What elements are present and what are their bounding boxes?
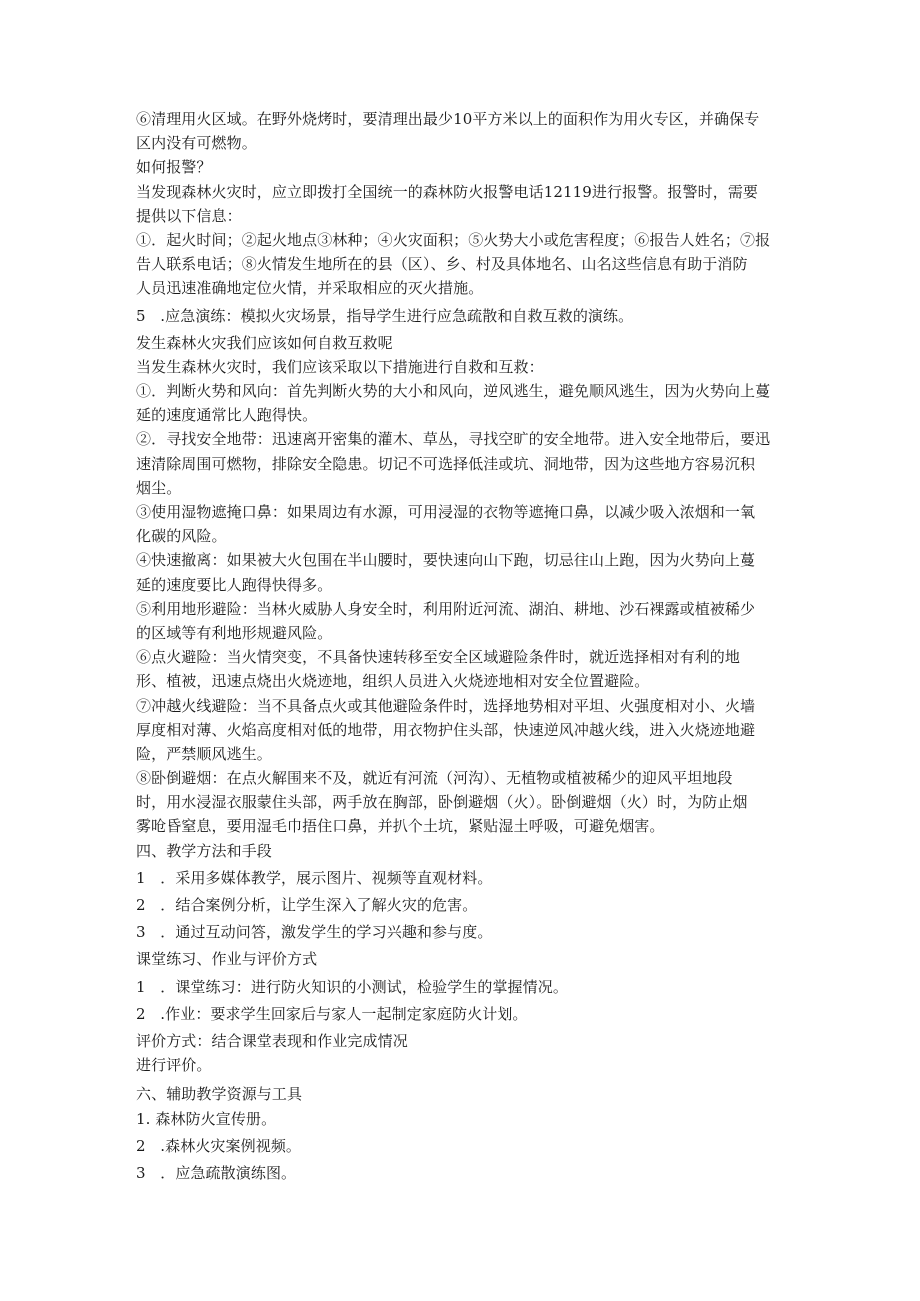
text-line: 延的速度要比人跑得快得多。: [136, 575, 333, 594]
text-line: 延的速度通常比人跑得快。: [136, 406, 318, 425]
text-line: 形、植被，迅速点烧出火烧迹地，组织人员进入火烧迹地相对安全位置避险。: [136, 672, 650, 691]
list-item: 2 ．结合案例分析，让学生深入了解火灾的危害。: [136, 896, 478, 914]
text-line: ④快速撤离：如果被大火包围在半山腰时，要快速向山下跑，切忌往山上跑，因为火势向上蔓: [136, 551, 756, 570]
list-item: 2 .森林火灾案例视频。: [136, 1136, 302, 1155]
list-item: 5 .应急演练：模拟火灾场景，指导学生进行应急疏散和自救互救的演练。: [136, 306, 634, 325]
section-heading: 如何报警？: [136, 158, 212, 177]
text-line: 告人联系电话；⑧火情发生地所在的县（区）、乡、村及具体地名、山名这些信息有助于消防: [136, 255, 748, 274]
list-item: 1 ．课堂练习：进行防火知识的小测试，检验学生的掌握情况。: [136, 977, 568, 996]
text-line: 人员迅速准确地定位火情，并采取相应的灭火措施。: [136, 279, 484, 298]
list-item: 1. 森林防火宣传册。: [136, 1109, 277, 1128]
text-line: 当发现森林火灾时，应立即拨打全国统一的森林防火报警电话12119进行报警。报警时，需要: [136, 182, 759, 201]
text-line: ③使用湿物遮掩口鼻：如果周边有水源，可用浸湿的衣物等遮掩口鼻，以减少吸入浓烟和一氧: [136, 503, 756, 521]
text-line: ②．寻找安全地带：迅速离开密集的灌木、草丛，寻找空旷的安全地带。进入安全地带后，要迅: [136, 430, 771, 449]
text-line: 提供以下信息：: [136, 206, 242, 225]
text-line: ⑧卧倒避烟：在点火解围来不及，就近有河流（河沟）、无植物或植被稀少的迎风平坦地段: [136, 769, 733, 788]
text-line: 厚度相对薄、火焰高度相对低的地带，用衣物护住头部，快速逆风冲越火线，进入火烧迹地避: [136, 720, 756, 739]
document-body: [136, 107, 786, 1185]
text-line: 评价方式：结合课堂表现和作业完成情况: [136, 1031, 408, 1050]
text-line: 雾呛昏窒息，要用湿毛巾捂住口鼻，并扒个土坑，紧贴湿土呼吸，可避免烟害。: [136, 817, 665, 836]
list-item: 1 ．采用多媒体教学，展示图片、视频等直观材料。: [136, 868, 493, 887]
text-line: ⑥清理用火区域。在野外烧烤时，要清理出最少10平方米以上的面积作为用火专区，并确保专: [136, 110, 760, 128]
text-line: 时，用水浸湿衣服蒙住头部，两手放在胸部，卧倒避烟（火）。卧倒避烟（火）时，为防止烟: [136, 793, 748, 812]
text-line: ⑥点火避险：当火情突变，不具备快速转移至安全区域避险条件时，就近选择相对有利的地: [136, 648, 741, 667]
list-item: 3 ．通过互动问答，激发学生的学习兴趣和参与度。: [136, 923, 493, 942]
text-line: 的区域等有利地形规避风险。: [136, 623, 333, 642]
text-line: ①．判断火势和风向：首先判断火势的大小和风向，逆风逃生，避免顺风逃生，因为火势向上蔓: [136, 382, 771, 401]
text-line: 进行评价。: [136, 1056, 212, 1075]
text-line: 险，严禁顺风逃生。: [136, 744, 272, 763]
text-line: 烟尘。: [136, 478, 182, 497]
list-item: 2 .作业：要求学生回家后与家人一起制定家庭防火计划。: [136, 1004, 528, 1023]
text-line: ①．起火时间；②起火地点③林种；④火灾面积；⑤火势大小或危害程度；⑥报告人姓名；⑦报: [136, 230, 771, 249]
section-heading: 发生森林火灾我们应该如何自救互救呢: [136, 333, 393, 352]
section-heading: 六、辅助教学资源与工具: [136, 1085, 303, 1104]
text-line: 速清除周围可燃物，排除安全隐患。切记不可选择低洼或坑、洞地带，因为这些地方容易沉积: [136, 454, 756, 473]
text-line: 区内没有可燃物。: [136, 134, 257, 153]
text-line: 当发生森林火灾时，我们应该采取以下措施进行自救和互救：: [136, 357, 544, 376]
text-line: ⑤利用地形避险：当林火威胁人身安全时，利用附近河流、湖泊、耕地、沙石裸露或植被稀少: [136, 599, 756, 618]
section-heading: 四、教学方法和手段: [136, 841, 272, 860]
text-line: 化碳的风险。: [136, 527, 227, 546]
text-line: ⑦冲越火线避险：当不具备点火或其他避险条件时，选择地势相对平坦、火强度相对小、火墙: [136, 696, 756, 715]
section-heading: 课堂练习、作业与评价方式: [136, 950, 318, 969]
list-item: 3 ．应急疏散演练图。: [136, 1163, 297, 1182]
